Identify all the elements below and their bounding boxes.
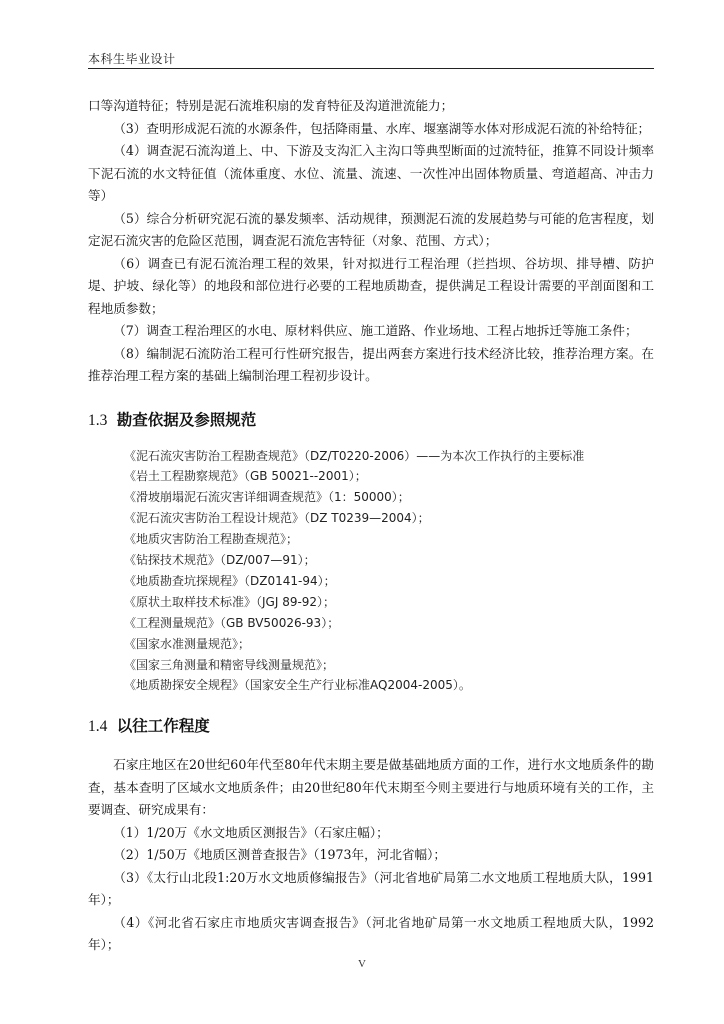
reference-item: 《国家水准测量规范》； <box>124 636 251 651</box>
reference-item: 《地质勘查坑探规程》（DZ0141-94）； <box>124 573 336 588</box>
paragraph: 口等沟道特征；特别是泥石流堆积扇的发育特征及沟道泄流能力； <box>88 98 454 113</box>
reference-item: 《泥石流灾害防治工程勘查规范》（DZ/T0220-2006）——为本次工作执行的主要标准 <box>124 448 585 463</box>
header-rule <box>88 68 654 69</box>
paragraph: （6）调查已有泥石流治理工程的效果，针对拟进行工程治理（拦挡坝、谷坊坝、排导槽、防护堤、护坡、绿化等）的地段和部位进行必要的工程地质勘查，提供满足工程设计需要的平剖面图和工程地质参数； <box>88 255 654 316</box>
section-heading-1-3 <box>88 408 654 433</box>
section-title: 勘查依据及参照规范 <box>116 410 257 429</box>
reference-item: 《国家三角测量和精密导线测量规范》； <box>124 657 335 672</box>
paragraph: 石家庄地区在20世纪60年代至80年代末期主要是做基础地质方面的工作，进行水文地质条件的勘查，基本查明了区域水文地质条件；由20世纪80年代末期至今则主要进行与地质环境有关的工作，主要调查、研究成果有： <box>88 757 654 818</box>
section-number: 1.3 <box>88 411 108 429</box>
reference-item: 《地质灾害防治工程勘查规范》； <box>124 532 299 547</box>
paragraph: （4）调查泥石流沟道上、中、下游及支沟汇入主沟口等典型断面的过流特征，推算不同设计频率下泥石流的水文特征值（流体重度、水位、流量、流速、一次性冲出固体物质量、弯道超高、冲击力等） <box>88 143 654 203</box>
paragraph: （7）调查工程治理区的水电、原材料供应、施工道路、作业场地、工程占地拆迁等施工条件； <box>113 323 638 338</box>
reference-item: 《滑坡崩塌泥石流灾害详细调查规范》（1：50000）； <box>124 490 410 505</box>
section-heading-1-4 <box>88 714 654 739</box>
reference-item: 《岩土工程勘察规范》（GB 50021--2001）； <box>124 469 367 484</box>
paragraph: （1）1/20万《水文地质区测报告》（石家庄幅）； <box>113 824 389 840</box>
paragraph: （3）查明形成泥石流的水源条件，包括降雨量、水库、堰塞湖等水体对形成泥石流的补给特征； <box>113 120 651 136</box>
reference-item: 《钻探技术规范》（DZ/007—91）； <box>124 553 316 568</box>
paragraph: （5）综合分析研究泥石流的暴发频率、活动规律，预测泥石流的发展趋势与可能的危害程度，划定泥石流灾害的危险区范围，调查泥石流危害特征（对象、范围、方式）； <box>88 210 654 248</box>
section-number: 1.4 <box>88 718 108 736</box>
reference-item: 《原状土取样技术标准》（JGJ 89-92）； <box>124 594 336 609</box>
paragraph: （4）《河北省石家庄市地质灾害调查报告》（河北省地矿局第一水文地质工程地质大队，1992年）； <box>88 914 654 953</box>
page-number: V <box>358 958 366 970</box>
reference-item: 《工程测量规范》（GB BV50026-93）； <box>124 615 340 630</box>
section-title: 以往工作程度 <box>116 717 210 736</box>
reference-item: 《地质勘探安全规程》（国家安全生产行业标准AQ2004-2005）。 <box>124 678 471 693</box>
paragraph: （3）《太行山北段1:20万水文地质修编报告》（河北省地矿局第二水文地质工程地质大队，1991年）； <box>88 869 654 908</box>
paragraph: （2）1/50万《地质区测普查报告》（1973年，河北省幅）； <box>113 847 446 863</box>
page-body <box>88 95 654 957</box>
reference-list <box>88 446 654 697</box>
running-header: 本科生毕业设计 <box>88 52 176 66</box>
reference-item: 《泥石流灾害防治工程设计规范》（DZ T0239—2004）； <box>124 511 430 526</box>
paragraph: （8）编制泥石流防治工程可行性研究报告，提出两套方案进行技术经济比较，推荐治理方案。在推荐治理工程方案的基础上编制治理工程初步设计。 <box>88 345 654 383</box>
